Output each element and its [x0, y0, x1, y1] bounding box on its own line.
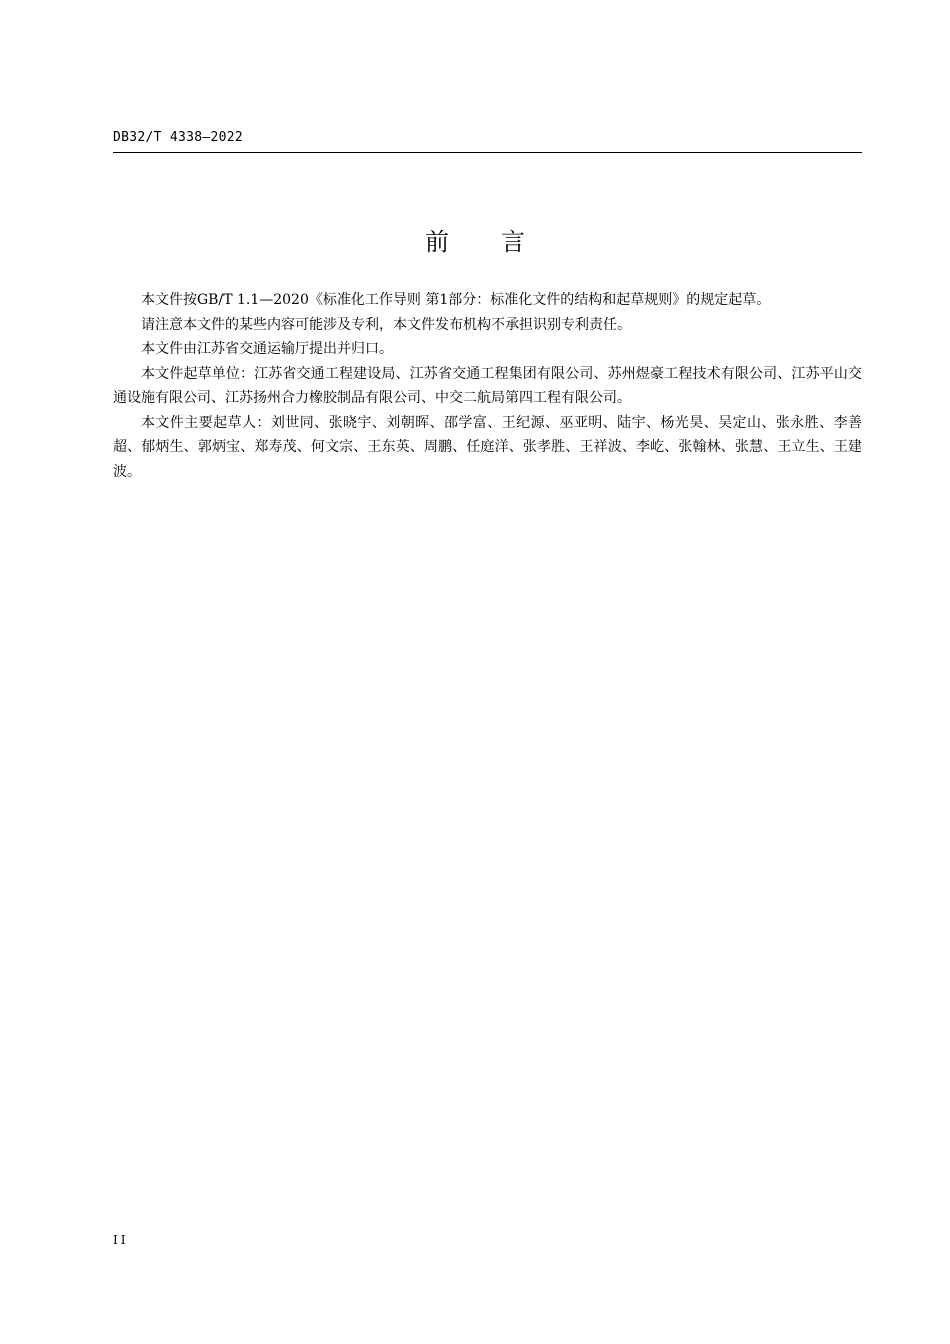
paragraph-drafting-units: 本文件起草单位：江苏省交通工程建设局、江苏省交通工程集团有限公司、苏州煜豪工程技术有限公司、江苏平山交通设施有限公司、江苏扬州合力橡胶制品有限公司、中交二航局第四工程有限公司。 — [113, 365, 862, 406]
standard-code: DB32/T 4338—2022 — [113, 130, 244, 145]
paragraph-drafting-rules: 本文件按GB/T 1.1—2020《标准化工作导则 第1部分：标准化文件的结构和起草规则》的规定起草。 — [141, 292, 771, 308]
page-title: 前 言 — [425, 228, 539, 257]
page-number: II — [113, 1233, 129, 1247]
paragraph-drafters: 本文件主要起草人：刘世同、张晓宇、刘朝晖、邵学富、王纪源、巫亚明、陆宇、杨光昊、吴定山、张永胜、李善超、郁炳生、郭炳宝、郑寿茂、何文宗、王东英、周鹏、任庭洋、张孝胜、王祥波、李屹、张翰林、张慧、王立生、王建波。 — [113, 414, 862, 480]
foreword-body — [113, 288, 862, 484]
paragraph-patent-notice: 请注意本文件的某些内容可能涉及专利，本文件发布机构不承担识别专利责任。 — [141, 316, 631, 333]
paragraph-proposer: 本文件由江苏省交通运输厅提出并归口。 — [141, 341, 393, 357]
header-rule — [113, 152, 862, 153]
